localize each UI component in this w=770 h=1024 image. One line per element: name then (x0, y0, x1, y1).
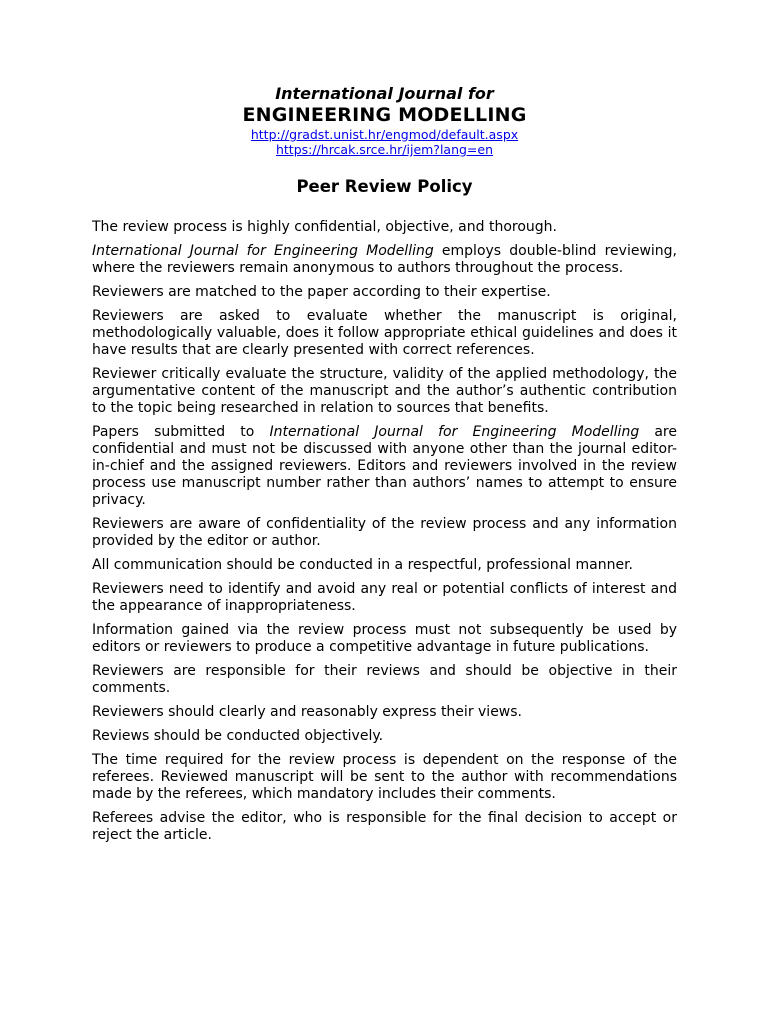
journal-header (92, 84, 677, 157)
paragraph-objectivity: Reviews should be conducted objectively. (92, 728, 384, 744)
paragraph-text: Papers submitted to (92, 424, 270, 440)
paragraph-responsibility: Reviewers are responsible for their reviews and should be objective in their comments. (92, 663, 677, 696)
journal-link-hrcak[interactable]: https://hrcak.srce.hr/ijem?lang=en (275, 142, 494, 157)
policy-body (92, 219, 677, 844)
paragraph-critical-evaluation: Reviewer critically evaluate the structure, validity of the applied methodology, the argumentative content of the manuscript and the author’s authentic contribution to the topic being researched in relation to sources that benefits. (92, 366, 677, 416)
paragraph-expertise: Reviewers are matched to the paper according to their expertise. (92, 284, 551, 300)
paragraph-double-blind (92, 243, 677, 277)
paragraph-confidentiality: The review process is highly confidential, objective, and thorough. (92, 219, 557, 235)
paragraph-information-use: Information gained via the review process must not subsequently be used by editors or reviewers to produce a competitive advantage in future publications. (92, 622, 677, 655)
paragraph-aware-confidentiality: Reviewers are aware of confidentiality of the review process and any information provided by the editor or author. (92, 516, 677, 549)
page-title: Peer Review Policy (296, 177, 473, 196)
paragraph-papers-confidential (92, 424, 677, 509)
paragraph-conflicts: Reviewers need to identify and avoid any real or potential conflicts of interest and the appearance of inappropriateness. (92, 581, 677, 614)
paragraph-text: employs double-blind reviewing, where the reviewers remain anonymous to authors throughout the process. (92, 243, 678, 276)
journal-name-inline: International Journal for Engineering Modelling (92, 243, 434, 259)
journal-name-line2: ENGINEERING MODELLING (242, 104, 527, 126)
paragraph-communication: All communication should be conducted in a respectful, professional manner. (92, 557, 633, 573)
paragraph-express-views: Reviewers should clearly and reasonably express their views. (92, 704, 523, 720)
paragraph-time-required: The time required for the review process is dependent on the response of the referees. Reviewed manuscript will be sent to the author with recommendations made by the referees, which mandatory includes their comments. (92, 752, 677, 802)
paragraph-text: are confidential and must not be discussed with anyone other than the journal editor-in-chief and the assigned reviewers. Editors and reviewers involved in the review process use manuscript number rather than authors’ names to attempt to ensure privacy. (92, 424, 677, 508)
paragraph-final-decision: Referees advise the editor, who is responsible for the final decision to accept or reject the article. (92, 810, 677, 843)
journal-name-inline: International Journal for Engineering Modelling (269, 424, 640, 440)
journal-name-line1: International Journal for (275, 84, 494, 103)
paragraph-evaluation: Reviewers are asked to evaluate whether the manuscript is original, methodologically valuable, does it follow appropriate ethical guidelines and does it have results that are clearly presented with correct references. (92, 308, 677, 358)
journal-link-gradst[interactable]: http://gradst.unist.hr/engmod/default.aspx (250, 127, 519, 142)
